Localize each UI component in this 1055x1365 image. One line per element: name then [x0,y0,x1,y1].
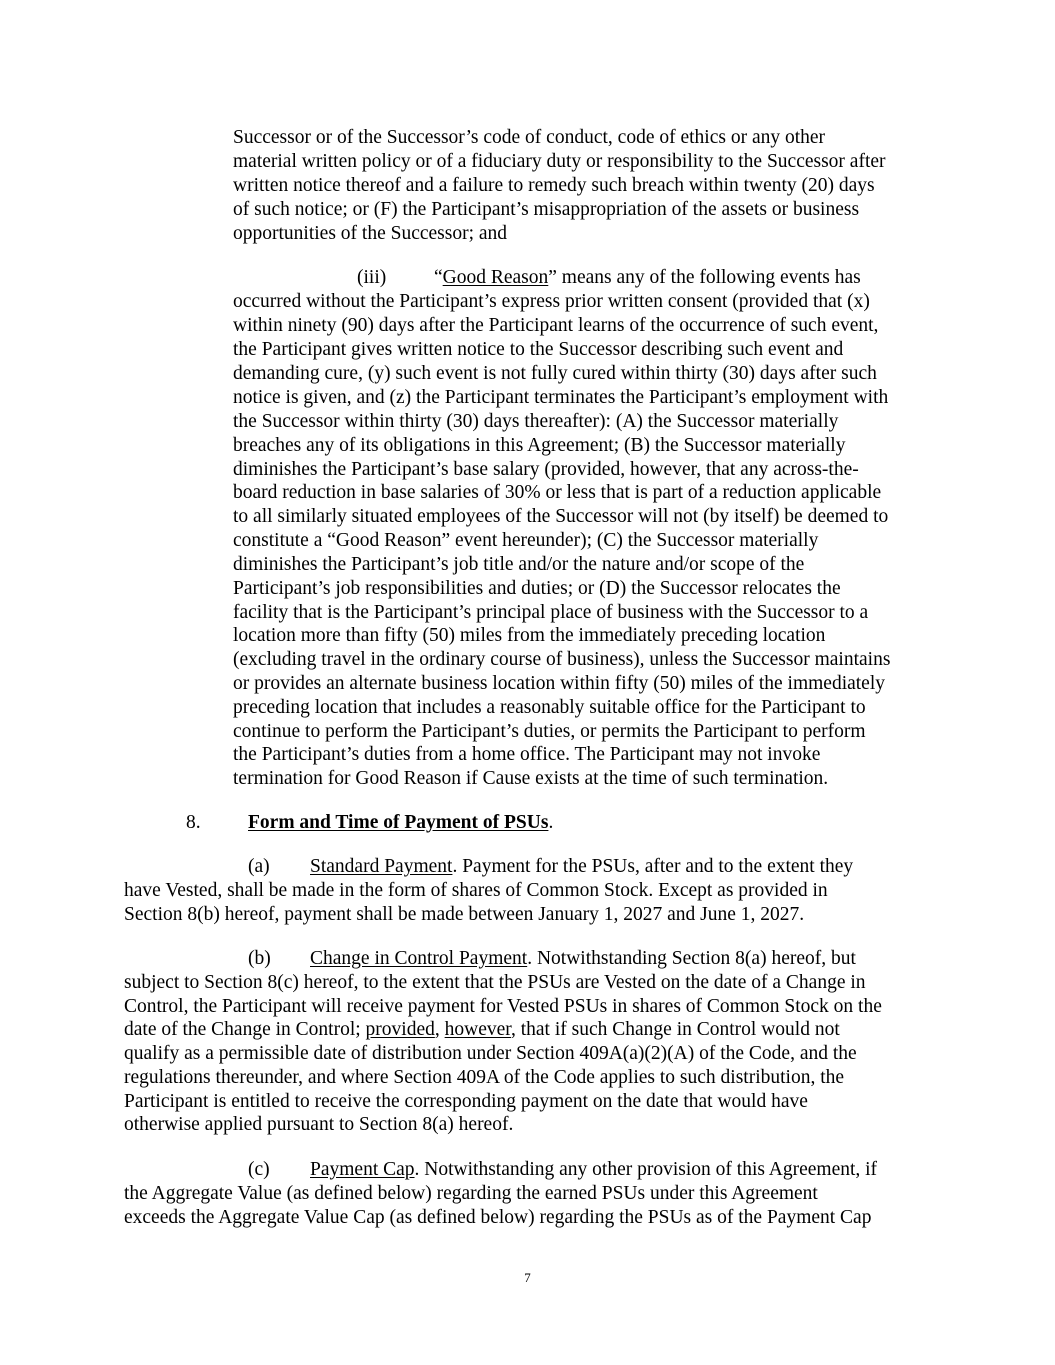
text-line: the Aggregate Value (as defined below) regarding the earned PSUs under this Agreement [124,1183,818,1204]
section-title [248,811,553,835]
text-line: Control, the Participant will receive payment for Vested PSUs in shares of Common Stock on the [124,996,882,1017]
underlined-word: however [444,1019,511,1040]
text-line: otherwise applied pursuant to Section 8(a) hereof. [124,1114,514,1135]
text-fragment: , that if such Change in Control would not [510,1019,840,1040]
text-line [310,947,856,971]
clause-number: (iii) [357,267,387,288]
text-line: exceeds the Aggregate Value Cap (as defined below) regarding the PSUs as of the Payment Cap [124,1207,872,1228]
text-line: to all similarly situated employees of the Successor will not (by itself) be deemed to [233,506,889,527]
text-line: qualify as a permissible date of distribution under Section 409A(a)(2)(A) of the Code, and the [124,1043,857,1064]
text-line [434,266,861,290]
text-line: notice is given, and (z) the Participant terminates the Participant’s employment with [233,387,889,408]
text-fragment: . Notwithstanding any other provision of this Agreement, if [414,1159,878,1180]
text-line: regulations thereunder, and where Section 409A of the Code applies to such distribution, the [124,1067,845,1088]
paragraph-label: (b) [248,948,271,969]
text-line: occurred without the Participant’s express prior written consent (provided that (x) [233,291,870,312]
text-line: have Vested, shall be made in the form of shares of Common Stock. Except as provided in [124,880,828,901]
paragraph-title: Payment Cap [310,1159,415,1180]
text-line: breaches any of its obligations in this Agreement; (B) the Successor materially [233,435,846,456]
text-line: material written policy or of a fiduciary duty or responsibility to the Successor after [233,151,886,172]
section-number: 8. [186,812,201,833]
section-title-period: . [548,812,554,833]
text-line: diminishes the Participant’s job title and/or the nature and/or scope of the [233,554,805,575]
text-line: of such notice; or (F) the Participant’s misappropriation of the assets or business [233,199,860,220]
paragraph-label: (c) [248,1159,270,1180]
text-line: location more than fifty (50) miles from the immediately preceding location [233,625,826,646]
text-line: the Participant gives written notice to the Successor describing such event and [233,339,844,360]
text-line: Section 8(b) hereof, payment shall be made between January 1, 2027 and June 1, 2027. [124,904,805,925]
text-fragment: date of the Change in Control; [124,1019,366,1040]
text-fragment: , [434,1019,445,1040]
text-line: subject to Section 8(c) hereof, to the extent that the PSUs are Vested on the date of a Change in [124,972,866,993]
text-line: within ninety (90) days after the Participant learns of the occurrence of such event, [233,315,879,336]
text-line: Participant is entitled to receive the corresponding payment on the date that would have [124,1091,808,1112]
text-line: written notice thereof and a failure to remedy such breach within twenty (20) days [233,175,875,196]
text-line: diminishes the Participant’s base salary (provided, however, that any across-the- [233,459,859,480]
text-line: board reduction in base salaries of 30% or less that is part of a reduction applicable [233,482,882,503]
text-line: opportunities of the Successor; and [233,223,508,244]
text-line: facility that is the Participant’s principal place of business with the Successor to a [233,602,869,623]
text-fragment: ” means any of the following events has [548,267,861,288]
defined-term: Good Reason [442,267,549,288]
text-line: the Participant’s duties from a home office. The Participant may not invoke [233,744,821,765]
text-line [310,1158,877,1182]
text-line: constitute a “Good Reason” event hereunder); (C) the Successor materially [233,530,819,551]
text-line: demanding cure, (y) such event is not fully cured within thirty (30) days after such [233,363,877,384]
text-line: or provides an alternate business location within fifty (50) miles of the immediately [233,673,886,694]
text-line: continue to perform the Participant’s duties, or permits the Participant to perform [233,721,866,742]
open-quote: “ [434,267,443,288]
section-title-text: Form and Time of Payment of PSUs [248,812,549,833]
text-line: (excluding travel in the ordinary course of business), unless the Successor maintains [233,649,891,670]
text-line: Successor or of the Successor’s code of conduct, code of ethics or any other [233,127,826,148]
text-line [124,1018,840,1042]
text-line: Participant’s job responsibilities and duties; or (D) the Successor relocates the [233,578,841,599]
paragraph-title: Change in Control Payment [310,948,528,969]
paragraph-title: Standard Payment [310,856,453,877]
text-fragment: . Notwithstanding Section 8(a) hereof, but [527,948,856,969]
page-number: 7 [524,1270,531,1285]
text-fragment: . Payment for the PSUs, after and to the extent they [452,856,854,877]
text-line [310,855,853,879]
underlined-word: provided [365,1019,435,1040]
text-line: the Successor within thirty (30) days thereafter): (A) the Successor materially [233,411,839,432]
text-line: termination for Good Reason if Cause exists at the time of such termination. [233,768,829,789]
text-line: preceding location that includes a reasonably suitable office for the Participant to [233,697,866,718]
paragraph-label: (a) [248,856,270,877]
